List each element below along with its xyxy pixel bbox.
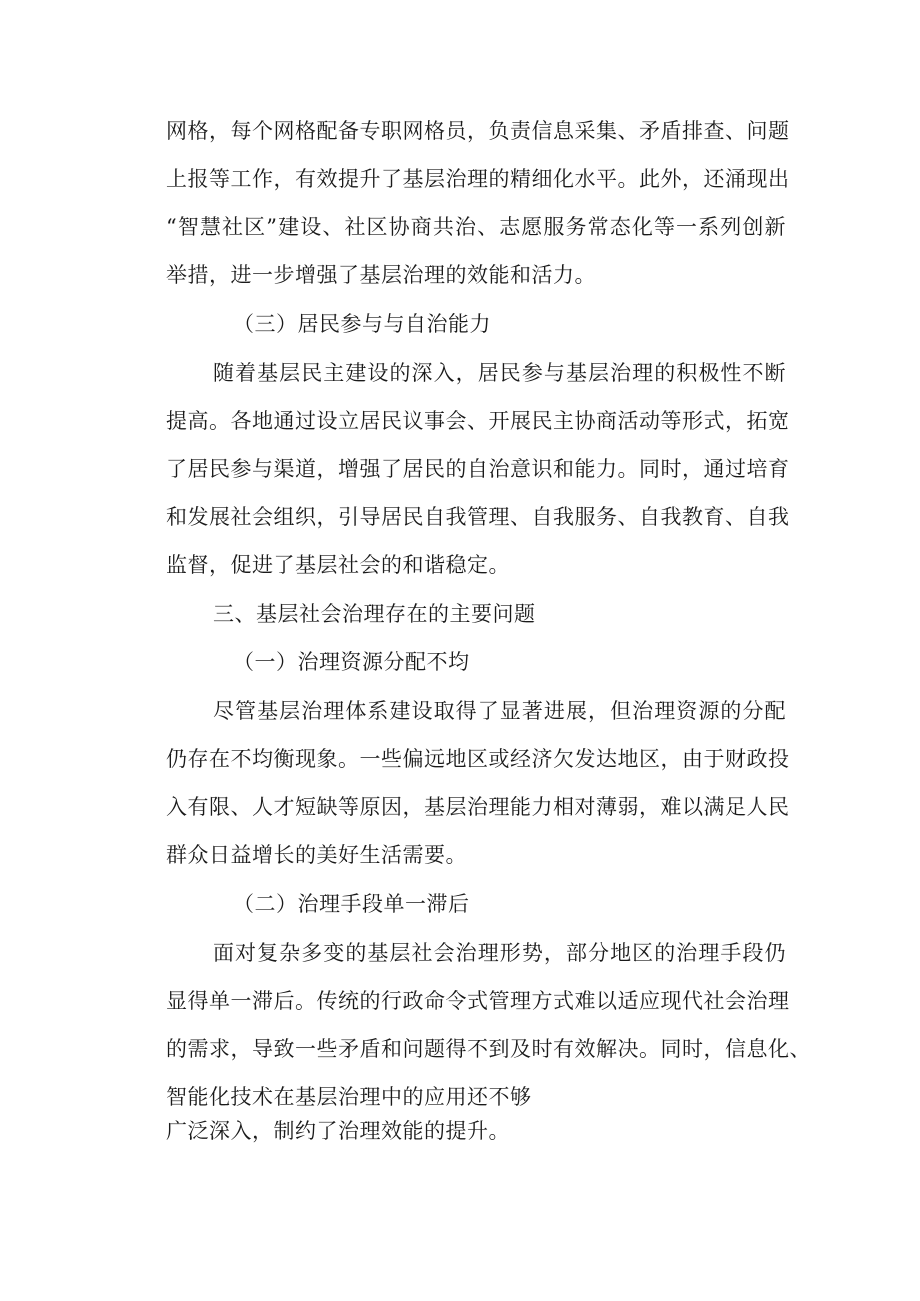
body-text-line: 的需求，导致一些矛盾和问题得不到及时有效解决。同时，信息化、 (166, 1037, 811, 1061)
body-text-line: 举措，进一步增强了基层治理的效能和活力。 (166, 263, 596, 287)
section-heading: （二）治理手段单一滞后 (233, 892, 470, 916)
chapter-heading: 三、基层社会治理存在的主要问题 (213, 602, 536, 626)
body-text-line: 和发展社会组织，引导居民自我管理、自我服务、自我教育、自我 (166, 505, 790, 529)
body-text-line: 入有限、人才短缺等原因，基层治理能力相对薄弱，难以满足人民 (166, 795, 790, 819)
body-text-line: 上报等工作，有效提升了基层治理的精细化水平。此外，还涌现出 (166, 167, 790, 191)
body-text-line: 尽管基层治理体系建设取得了显著进展，但治理资源的分配 (213, 699, 786, 723)
body-text-line: 智能化技术在基层治理中的应用还不够 (166, 1085, 532, 1109)
body-text-line: 显得单一滞后。传统的行政命令式管理方式难以适应现代社会治理 (166, 989, 790, 1013)
body-text-line: 网格，每个网格配备专职网格员，负责信息采集、矛盾排查、问题 (166, 119, 790, 143)
body-text-line: 面对复杂多变的基层社会治理形势，部分地区的治理手段仍 (213, 941, 786, 965)
body-text-line: 群众日益增长的美好生活需要。 (166, 843, 467, 867)
section-heading: （三）居民参与与自治能力 (233, 312, 491, 336)
body-text-line: 提高。各地通过设立居民议事会、开展民主协商活动等形式，拓宽 (166, 409, 790, 433)
body-text-line: 随着基层民主建设的深入，居民参与基层治理的积极性不断 (213, 361, 786, 385)
body-text-line: 了居民参与渠道，增强了居民的自治意识和能力。同时，通过培育 (166, 457, 790, 481)
body-text-line: 广泛深入，制约了治理效能的提升。 (166, 1119, 510, 1143)
body-text-line: 监督，促进了基层社会的和谐稳定。 (166, 553, 510, 577)
body-text-line: “智慧社区”建设、社区协商共治、志愿服务常态化等一系列创新 (166, 215, 786, 239)
body-text-line: 仍存在不均衡现象。一些偏远地区或经济欠发达地区，由于财政投 (166, 747, 790, 771)
section-heading: （一）治理资源分配不均 (233, 650, 470, 674)
